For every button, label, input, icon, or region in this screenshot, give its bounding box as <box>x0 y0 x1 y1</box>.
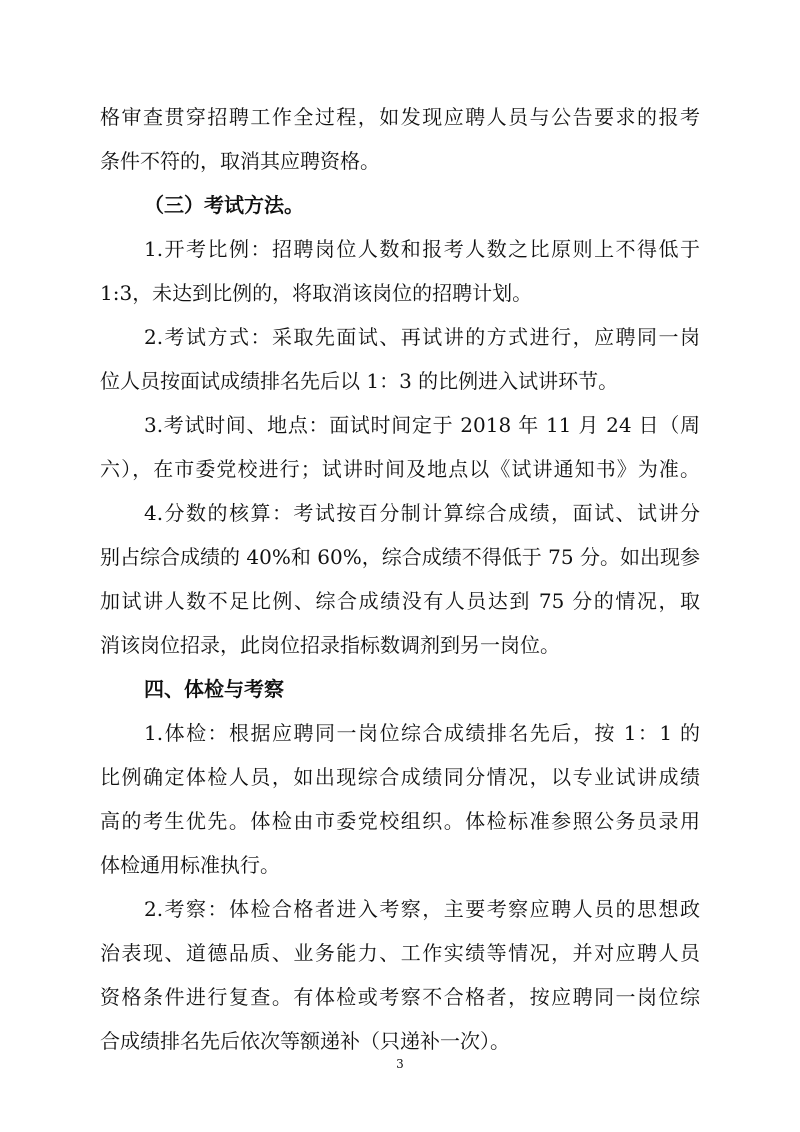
paragraph-line: 2.考试方式：采取先面试、再试讲的方式进行，应聘同一岗 <box>144 325 700 349</box>
paragraph-line: 1.开考比例：招聘岗位人数和报考人数之比原则上不得低于 <box>144 237 700 261</box>
paragraph-line: 资格条件进行复查。有体检或考察不合格者，按应聘同一岗位综 <box>100 985 700 1009</box>
paragraph-line: 别占综合成绩的 40%和 60%，综合成绩不得低于 75 分。如出现参 <box>100 545 700 569</box>
paragraph-line: 消该岗位招录，此岗位招录指标数调剂到另一岗位。 <box>100 633 560 657</box>
paragraph-line: 加试讲人数不足比例、综合成绩没有人员达到 75 分的情况，取 <box>100 589 700 613</box>
chapter-heading: 四、体检与考察 <box>144 677 284 701</box>
paragraph-line: 六），在市委党校进行；试讲时间及地点以《试讲通知书》为准。 <box>100 457 700 481</box>
paragraph-line: 位人员按面试成绩排名先后以 1：3 的比例进入试讲环节。 <box>100 369 619 393</box>
paragraph-line: 3.考试时间、地点：面试时间定于 2018 年 11 月 24 日（周 <box>144 413 700 437</box>
paragraph-line: 1.体检：根据应聘同一岗位综合成绩排名先后，按 1：1 的 <box>144 721 700 745</box>
paragraph-line: 合成绩排名先后依次等额递补（只递补一次）。 <box>100 1029 510 1053</box>
paragraph-line: 格审查贯穿招聘工作全过程，如发现应聘人员与公告要求的报考 <box>100 105 700 129</box>
paragraph-line: 比例确定体检人员，如出现综合成绩同分情况，以专业试讲成绩 <box>100 765 700 789</box>
paragraph-line: 治表现、道德品质、业务能力、工作实绩等情况，并对应聘人员 <box>100 941 700 965</box>
page-number: 3 <box>396 1057 404 1071</box>
paragraph-line: 体检通用标准执行。 <box>100 853 280 877</box>
section-heading: （三）考试方法。 <box>144 193 304 217</box>
paragraph-line: 1:3，未达到比例的，将取消该岗位的招聘计划。 <box>100 281 533 305</box>
paragraph-line: 2.考察：体检合格者进入考察，主要考察应聘人员的思想政 <box>144 897 700 921</box>
paragraph-line: 条件不符的，取消其应聘资格。 <box>100 149 380 173</box>
paragraph-line: 高的考生优先。体检由市委党校组织。体检标准参照公务员录用 <box>100 809 700 833</box>
paragraph-line: 4.分数的核算：考试按百分制计算综合成绩，面试、试讲分 <box>144 501 700 525</box>
